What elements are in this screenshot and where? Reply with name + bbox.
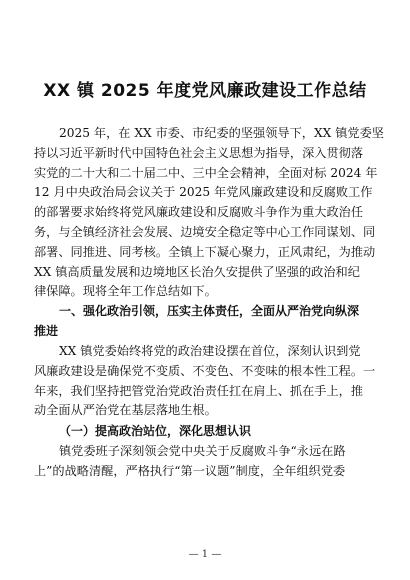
paragraph-line: 动全面从严治党在基层落地生根。 xyxy=(34,403,217,418)
heading-line: （一）提高政治站位，深化思想认识 xyxy=(59,424,252,438)
section-paragraph xyxy=(34,342,378,421)
paragraph-line: 律保障。现将全年工作总结如下。 xyxy=(34,284,217,299)
paragraph-line: 务，与全镇经济社会发展、边境安全稳定等中心工作同谋划、同 xyxy=(34,224,376,239)
paragraph-line: XX 镇党委始终将党的政治建设摆在首位，深刻认识到党 xyxy=(59,344,361,358)
paragraph-line: 上”的战略清醒，严格执行“第一议题”制度，全年组织党委 xyxy=(34,463,346,478)
intro-paragraph xyxy=(34,124,384,302)
paragraph-line: 2025 年，在 XX 市委、市纪委的坚强领导下，XX 镇党委坚 xyxy=(59,126,384,140)
subsection-paragraph xyxy=(34,442,378,482)
paragraph-line: 持以习近平新时代中国特色社会主义思想为指导，深入贯彻落 xyxy=(34,145,364,160)
paragraph-line: 年来，我们坚持把管党治党政治责任扛在肩上、抓在手上，推 xyxy=(34,383,364,398)
paragraph-line: 实党的二十大和二十届二中、三中全会精神，全面对标 2024 年 xyxy=(34,165,378,180)
heading-line: 一、强化政治引领，压实主体责任，全面从严治党向纵深 xyxy=(59,304,360,318)
page-number: — 1 — xyxy=(188,549,222,560)
subsection-heading xyxy=(34,422,378,442)
paragraph-line: 镇党委班子深刻领会党中央关于反腐败斗争“永远在路 xyxy=(59,444,346,458)
paragraph-line: 风廉政建设是确保党不变质、不变色、不变味的根本性工程。一 xyxy=(34,363,376,378)
paragraph-line: 部署、同推进、同考核。全镇上下凝心聚力，正风肃纪，为推动 xyxy=(34,244,376,259)
paragraph-line: 的部署要求始终将党风廉政建设和反腐败斗争作为重大政治任 xyxy=(34,205,364,220)
document-title: XX 镇 2025 年度党风廉政建设工作总结 xyxy=(43,81,367,101)
paragraph-line: XX 镇高质量发展和边境地区长治久安提供了坚强的政治和纪 xyxy=(34,264,360,279)
paragraph-line: 12 月中央政治局会议关于 2025 年党风廉政建设和反腐败工作 xyxy=(34,185,373,200)
heading-line: 推进 xyxy=(34,323,59,338)
section-heading xyxy=(34,302,378,342)
